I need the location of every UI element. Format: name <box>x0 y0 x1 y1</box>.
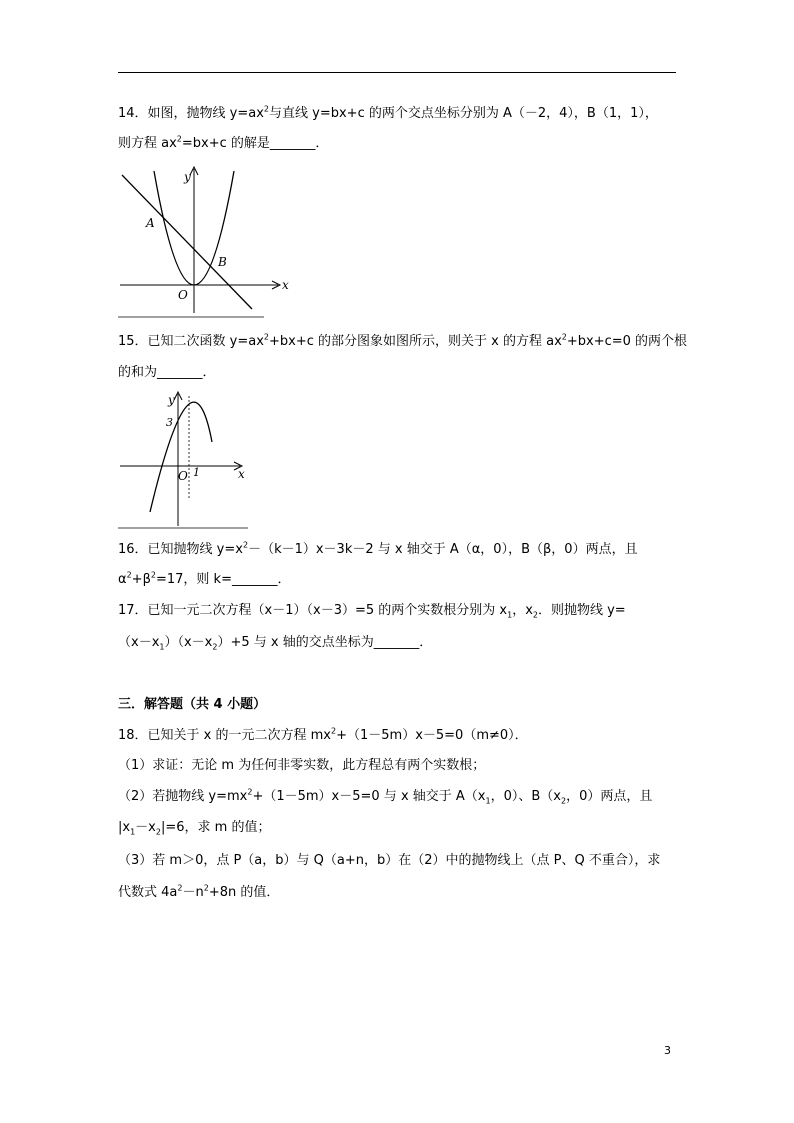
q15-origin-label: O <box>178 469 188 483</box>
q14-figure <box>118 165 298 325</box>
q14-y-label: y <box>184 170 191 184</box>
q17-line-2: $(x-x_1)(x-x_2)+5$ 与 x 轴的交点坐标为_______． <box>118 635 433 652</box>
q14-point-a-label: A <box>146 216 155 230</box>
q15-x-label: x <box>238 467 245 481</box>
q15-parabola <box>150 402 212 512</box>
q14-graph <box>118 165 298 325</box>
q14-origin-label: O <box>178 288 188 302</box>
q18-part-2-line-2: $|x_1-x_2|=6$，求 m 的值； <box>118 820 271 837</box>
q15-figure <box>118 390 258 532</box>
q14-line-2: 则方程 $ax^2=bx+c$ 的解是_______． <box>118 134 329 151</box>
q14-point-b-label: B <box>218 255 227 269</box>
header-rule <box>118 72 676 73</box>
q15-y-label: y <box>168 393 175 407</box>
q15-graph <box>118 390 258 532</box>
q15-tick-y-label: 3 <box>166 416 173 429</box>
q15-tick-x-label: 1 <box>193 466 200 479</box>
section-3-heading: 三．解答题（共 4 小题） <box>118 697 267 712</box>
q18-part-3-line-1: （3）若 m＞0，点 P（a，b）与 Q（a+n，b）在（2）中的抛物线上（点 P、Q 不重合），求 <box>118 853 661 868</box>
q18-part-1: （1）求证：无论 m 为任何非零实数，此方程总有两个实数根； <box>118 758 486 773</box>
q14-x-label: x <box>282 278 289 292</box>
q15-line-2: 的和为_______． <box>118 365 216 380</box>
q18-line-1: 18．已知关于 x 的一元二次方程 $mx^2+(1-5m)x-5=0(m\ne 0)$． <box>118 726 528 743</box>
q16-line-1: 16．已知抛物线 $y=x^2-(k-1)x-3k-2$ 与 x 轴交于 A（α，0），B（β，0）两点，且 <box>118 540 638 557</box>
q16-line-2: $\alpha^2+\beta^2=17$，则 k=_______． <box>118 570 291 587</box>
q18-part-2-line-1: （2）若抛物线 $y=mx^2+(1-5m)x-5=0$ 与 x 轴交于 $A(x_1$，0）、$B(x_2$，0）两点，且 <box>118 787 653 806</box>
q17-line-1: 17．已知一元二次方程（x－1）（x－3）=5 的两个实数根分别为 $x_1$，$x_2$．则抛物线 y= <box>118 603 626 620</box>
q18-part-3-line-2: 代数式 $4a^2-n^2+8n$ 的值． <box>118 883 280 900</box>
page-number: 3 <box>664 1044 671 1057</box>
q15-line-1: 15．已知二次函数 $y=ax^2+bx+c$ 的部分图象如图所示，则关于 x 的方程 $ax^2+bx+c=0$ 的两个根 <box>118 332 688 349</box>
q14-line-1: 14．如图，抛物线 $y=ax^2$与直线 y=bx+c 的两个交点坐标分别为 A（－2，4），B（1，1）， <box>118 104 658 121</box>
